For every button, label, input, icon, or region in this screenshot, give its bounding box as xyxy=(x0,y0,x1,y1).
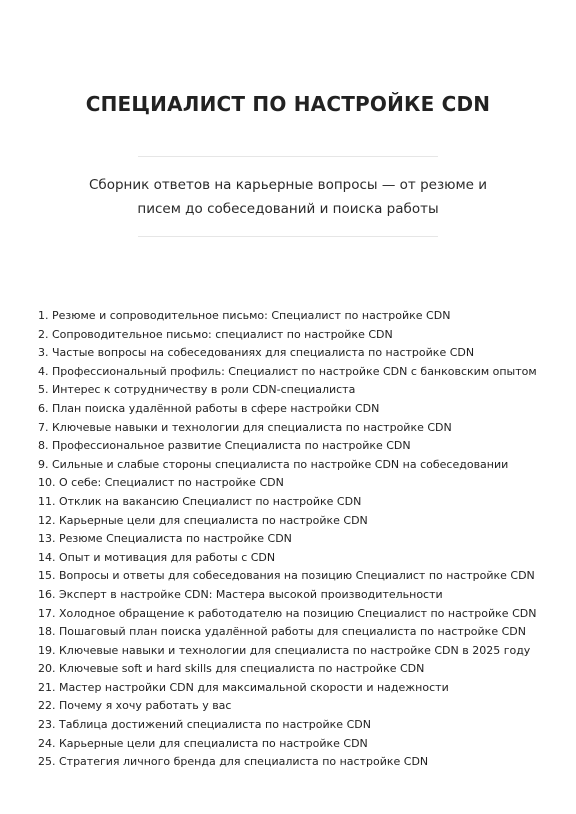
toc-item: 1. Резюме и сопроводительное письмо: Специалист по настройке CDN xyxy=(38,309,451,322)
toc-item: 7. Ключевые навыки и технологии для специалиста по настройке CDN xyxy=(38,420,452,434)
toc-item: 21. Мастер настройки CDN для максимальной скорости и надежности xyxy=(38,680,449,694)
toc-item: 16. Эксперт в настройке CDN: Мастера высокой производительности xyxy=(38,587,443,601)
toc-item: 5. Интерес к сотрудничеству в роли CDN-специалиста xyxy=(38,383,356,397)
toc-item: 15. Вопросы и ответы для собеседования на позицию Специалист по настройке CDN xyxy=(38,569,535,583)
divider-bottom xyxy=(138,236,438,237)
toc-item: 22. Почему я хочу работать у вас xyxy=(38,699,232,713)
toc-item: 25. Стратегия личного бренда для специалиста по настройке CDN xyxy=(38,755,429,769)
document-subtitle: Сборник ответов на карьерные вопросы — от резюме и писем до собеседований и поиска работы xyxy=(88,177,488,217)
toc-item: 11. Отклик на вакансию Специалист по настройке CDN xyxy=(38,494,362,508)
toc-item: 23. Таблица достижений специалиста по настройке CDN xyxy=(38,718,371,732)
toc-item: 4. Профессиональный профиль: Специалист по настройке CDN с банковским опытом xyxy=(38,364,537,378)
toc-item: 24. Карьерные цели для специалиста по настройке CDN xyxy=(38,736,368,750)
toc-item: 2. Сопроводительное письмо: специалист по настройке CDN xyxy=(38,327,393,341)
toc-item: 10. О себе: Специалист по настройке CDN xyxy=(38,476,284,490)
toc-item: 19. Ключевые навыки и технологии для специалиста по настройке CDN в 2025 году xyxy=(38,643,531,657)
toc-item: 6. План поиска удалённой работы в сфере настройки CDN xyxy=(38,401,380,415)
toc-item: 3. Частые вопросы на собеседованиях для специалиста по настройке CDN xyxy=(38,346,475,360)
toc-item: 17. Холодное обращение к работодателю на позицию Специалист по настройке CDN xyxy=(38,606,537,620)
toc-item: 14. Опыт и мотивация для работы с CDN xyxy=(38,550,276,564)
toc-item: 13. Резюме Специалиста по настройке CDN xyxy=(38,532,292,546)
divider-top xyxy=(138,156,438,157)
toc-item: 20. Ключевые soft и hard skills для специалиста по настройке CDN xyxy=(38,662,425,676)
toc-item: 8. Профессиональное развитие Специалиста по настройке CDN xyxy=(38,439,411,453)
toc-item: 18. Пошаговый план поиска удалённой работы для специалиста по настройке CDN xyxy=(38,625,526,639)
toc-item: 9. Сильные и слабые стороны специалиста по настройке CDN на собеседовании xyxy=(38,457,509,471)
table-of-contents xyxy=(38,307,558,772)
toc-item: 12. Карьерные цели для специалиста по настройке CDN xyxy=(38,513,368,527)
document-title: СПЕЦИАЛИСТ ПО НАСТРОЙКЕ CDN xyxy=(85,92,491,116)
